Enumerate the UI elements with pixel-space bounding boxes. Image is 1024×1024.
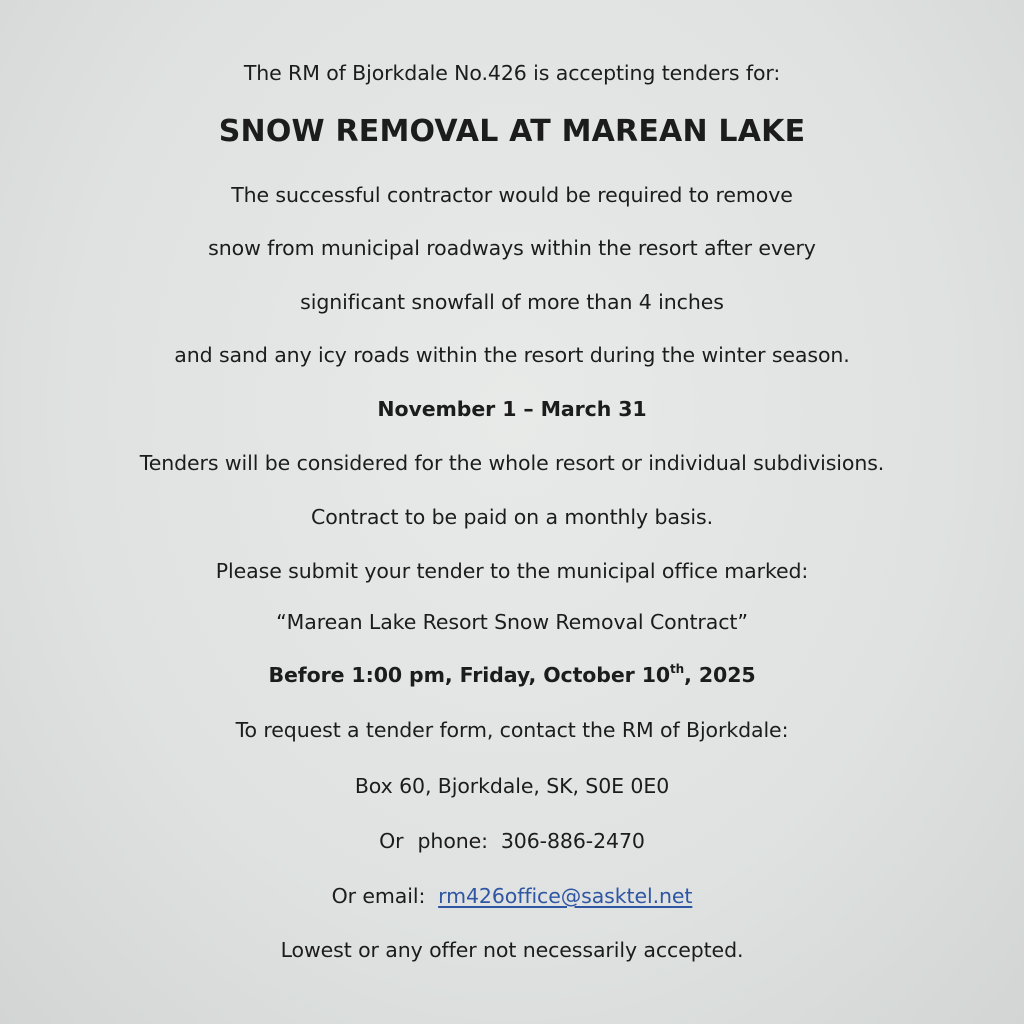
phone-label: phone: bbox=[417, 829, 488, 853]
payment-text: Contract to be paid on a monthly basis. bbox=[311, 505, 713, 529]
email-link[interactable]: rm426office@sasktel.net bbox=[438, 884, 693, 908]
email-line bbox=[0, 881, 1024, 911]
description-line-3: significant snowfall of more than 4 inches bbox=[300, 290, 724, 314]
description-line-1: The successful contractor would be required to remove bbox=[231, 183, 793, 207]
email-label: Or email: bbox=[331, 884, 426, 908]
season-dates: November 1 – March 31 bbox=[377, 397, 647, 421]
mailing-address: Box 60, Bjorkdale, SK, S0E 0E0 bbox=[354, 774, 670, 798]
submit-instruction: Please submit your tender to the municipal office marked: bbox=[215, 559, 809, 583]
request-form-text: To request a tender form, contact the RM of Bjorkdale: bbox=[235, 718, 789, 742]
envelope-marking: “Marean Lake Resort Snow Removal Contract” bbox=[276, 610, 748, 634]
phone-number: 306-886-2470 bbox=[500, 829, 645, 853]
intro-text: The RM of Bjorkdale No.426 is accepting tenders for: bbox=[243, 61, 781, 85]
consideration-text: Tenders will be considered for the whole resort or individual subdivisions. bbox=[139, 451, 885, 475]
page-title: SNOW REMOVAL AT MAREAN LAKE bbox=[218, 114, 806, 149]
phone-line bbox=[0, 826, 1024, 856]
description-line-4: and sand any icy roads within the resort during the winter season. bbox=[174, 343, 850, 367]
phone-or: Or bbox=[379, 829, 404, 853]
deadline bbox=[0, 660, 1024, 690]
deadline-date: Before 1:00 pm, Friday, October 10 bbox=[268, 663, 671, 687]
deadline-ordinal: th bbox=[670, 662, 685, 676]
description-line-2: snow from municipal roadways within the resort after every bbox=[208, 236, 816, 260]
deadline-year: , 2025 bbox=[684, 663, 756, 687]
disclaimer: Lowest or any offer not necessarily accepted. bbox=[280, 938, 744, 962]
